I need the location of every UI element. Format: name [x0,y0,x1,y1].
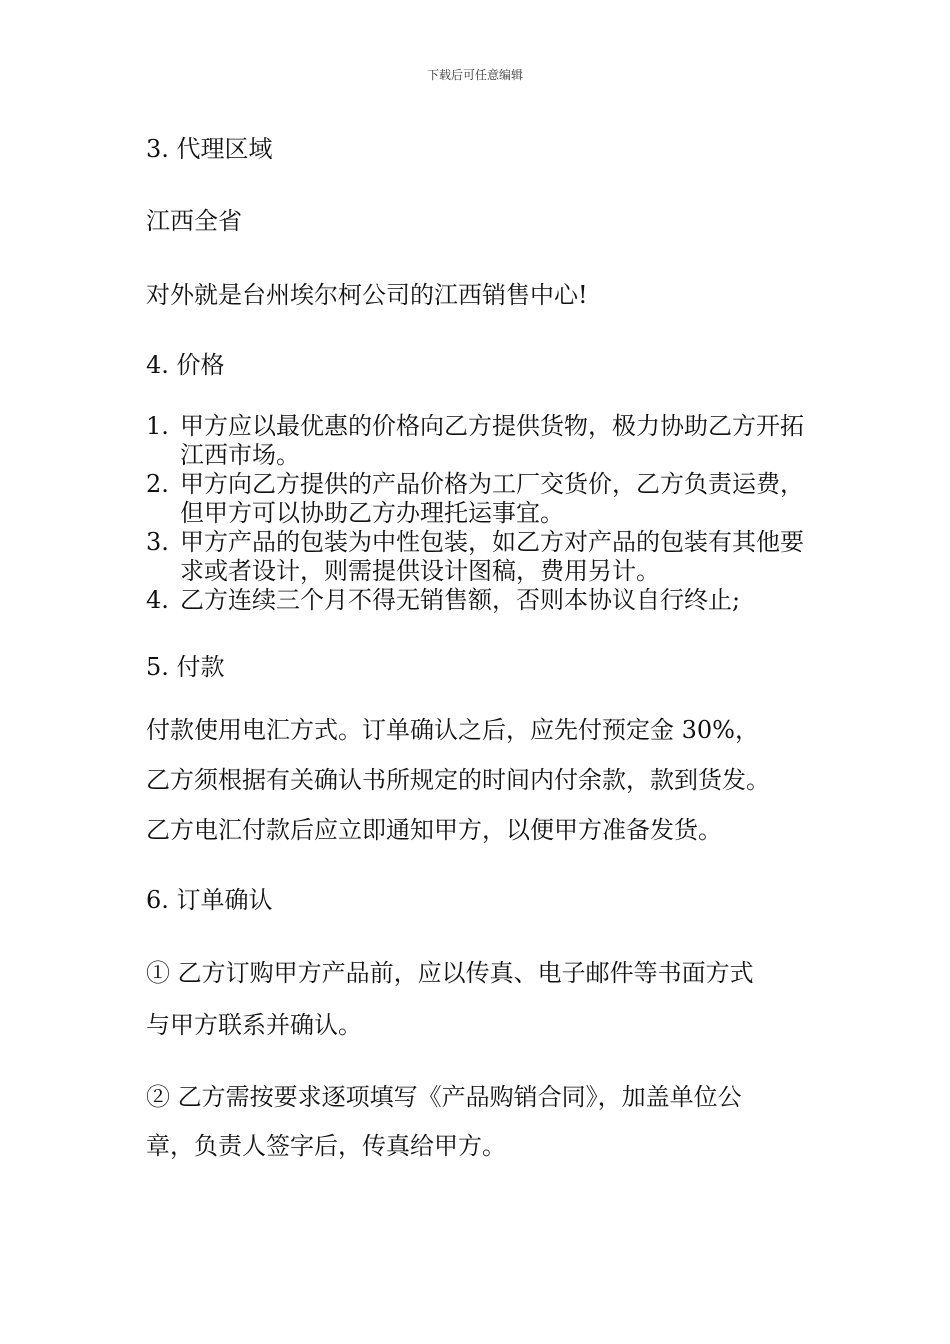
payment-line-2: 乙方须根据有关确认书所规定的时间内付余款，款到货发。 [146,766,770,794]
list-item-text: 甲方产品的包装为中性包装，如乙方对产品的包装有其他要求或者设计，则需提供设计图稿，费用另计。 [180,528,804,585]
order-confirm-2-line-1: ② 乙方需按要求逐项填写《产品购销合同》，加盖单位公 [146,1083,742,1111]
price-list [146,412,826,615]
list-item-number: 3. [146,528,169,556]
section-6-title: 6. 订单确认 [146,886,273,914]
section-3-title: 3. 代理区域 [146,135,273,163]
header-note: 下载后可任意编辑 [426,68,523,82]
order-confirm-1-line-2: 与甲方联系并确认。 [146,1011,362,1039]
payment-line-1: 付款使用电汇方式。订单确认之后，应先付预定金 30%， [146,716,759,744]
order-confirm-1-line-1: ① 乙方订购甲方产品前，应以传真、电子邮件等书面方式 [146,959,754,987]
section-4-title: 4. 价格 [146,351,225,379]
list-item-number: 1. [146,412,169,440]
order-confirm-2-line-2: 章，负责人签字后，传真给甲方。 [146,1132,506,1160]
payment-line-3: 乙方电汇付款后应立即通知甲方，以便甲方准备发货。 [146,816,722,844]
section-3-region: 江西全省 [146,207,242,235]
list-item-text: 甲方应以最优惠的价格向乙方提供货物，极力协助乙方开拓江西市场。 [180,412,804,469]
list-item-number: 4. [146,586,169,614]
list-item [146,412,826,470]
list-item [146,528,826,586]
list-item-number: 2. [146,470,169,498]
list-item-text: 乙方连续三个月不得无销售额，否则本协议自行终止; [180,586,741,614]
section-5-title: 5. 付款 [146,653,225,681]
list-item [146,470,826,528]
list-item [146,586,826,615]
list-item-text: 甲方向乙方提供的产品价格为工厂交货价，乙方负责运费，但甲方可以协助乙方办理托运事宜。 [180,470,804,527]
section-3-description: 对外就是台州埃尔柯公司的江西销售中心! [146,281,588,309]
